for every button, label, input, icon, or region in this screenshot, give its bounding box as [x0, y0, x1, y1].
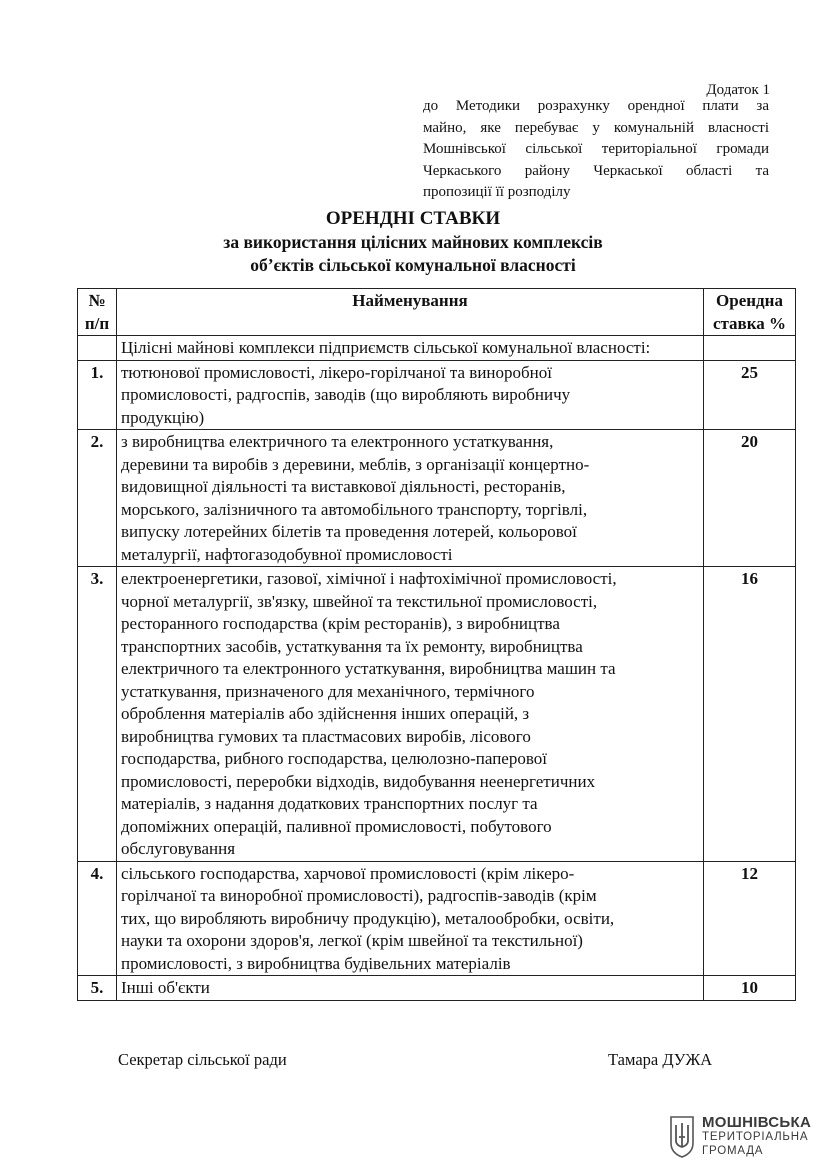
header-number: № п/п: [78, 289, 117, 336]
appendix-line: Мошнівської сільської територіальної громади: [423, 141, 769, 158]
row-line: транспортних засобів, устаткування та їх ремонту, виробництва: [121, 636, 583, 656]
row-line: тих, що виробляють виробничу продукцію), металообробки, освіти,: [121, 908, 615, 928]
header-name: Найменування: [117, 289, 704, 336]
row-line: видовищної діяльності та виставкової діяльності, ресторанів,: [121, 477, 566, 496]
row-line: ресторанного господарства (крім ресторанів), з виробництва: [121, 614, 560, 633]
row-rate: 10: [704, 976, 796, 1001]
logo-line: ГРОМАДА: [702, 1145, 764, 1157]
header-rate: Орендна ставка %: [704, 289, 796, 336]
document-title: ОРЕНДНІ СТАВКИ: [325, 208, 501, 229]
row-name: [117, 861, 704, 976]
logo-line: МОШНІВСЬКА: [702, 1114, 812, 1131]
row-line: металургії, нафтогазодобувної промисловості: [121, 544, 453, 564]
signature-name: Тамара ДУЖА: [608, 1050, 713, 1069]
appendix-line: до Методики розрахунку орендної плати за: [423, 98, 769, 114]
row-line: устаткування, призначеного для механічного, термічного: [121, 681, 535, 701]
table-row: [78, 430, 796, 567]
row-line: тютюнової промисловості, лікеро-горілчаної та виноробної: [121, 362, 553, 382]
table-row: [78, 861, 796, 976]
row-line: оброблення матеріалів або здійснення інших операцій, з: [121, 704, 530, 723]
row-rate: 12: [704, 861, 796, 976]
row-line: матеріалів, з надання додаткових транспортних послуг та: [121, 794, 538, 813]
row-number: 5.: [78, 976, 117, 1001]
row-number: 3.: [78, 567, 117, 862]
row-line: електричного та електронного устаткування, виробництва машин та: [121, 659, 616, 678]
row-line: з виробництва електричного та електронного устаткування,: [121, 432, 554, 451]
row-rate: 25: [704, 360, 796, 430]
appendix-title: Додаток 1: [706, 82, 770, 98]
logo-line: ТЕРИТОРІАЛЬНА: [702, 1131, 809, 1143]
row-line: обслуговування: [121, 839, 236, 858]
appendix-line: Черкаського району Черкаської області та: [423, 162, 769, 179]
row-name: [117, 976, 704, 1001]
trident-icon: [668, 1115, 696, 1159]
row-line: виробництва гумових та пластмасових виробів, лісового: [121, 726, 531, 746]
row-line: морського, залізничного та автомобільного транспорту, торгівлі,: [121, 499, 588, 519]
appendix-line: майно, яке перебуває у комунальній власності: [423, 119, 769, 136]
appendix-line: пропозиції її розподілу: [423, 184, 571, 201]
intro-text: Цілісні майнові комплекси підприємств сільської комунальної власності:: [117, 336, 704, 361]
table-header-row: [78, 289, 796, 336]
community-logo: [668, 1115, 811, 1159]
row-line: Інші об'єкти: [121, 978, 210, 997]
row-line: промисловості, з виробництва будівельних матеріалів: [121, 953, 511, 973]
row-line: сільського господарства, харчової промисловості (крім лікеро-: [121, 863, 575, 883]
row-number: 2.: [78, 430, 117, 567]
row-line: чорної металургії, зв'язку, швейної та текстильної промисловості,: [121, 591, 598, 611]
rates-table: [77, 288, 796, 1001]
row-line: промисловості, переробки відходів, видобування неенергетичних: [121, 771, 596, 791]
row-rate: 16: [704, 567, 796, 862]
row-line: продукцію): [121, 407, 205, 427]
row-line: господарства, рибного господарства, целюлозно-паперової: [121, 749, 547, 768]
row-line: допоміжних операцій, паливної промисловості, побутового: [121, 816, 552, 836]
signature-position: Секретар сільської ради: [118, 1050, 287, 1069]
table-row: [78, 360, 796, 430]
appendix-reference: [423, 96, 769, 204]
row-line: деревини та виробів з деревини, меблів, з організації концертно-: [121, 454, 590, 474]
row-line: горілчаної та виноробної промисловості), радгоспів-заводів (крім: [121, 886, 597, 905]
table-row: [78, 976, 796, 1001]
row-line: електроенергетики, газової, хімічної і нафтохімічної промисловості,: [121, 569, 617, 588]
document-subtitle: об’єктів сільської комунальної власності: [250, 255, 576, 275]
document-subtitle: за використання цілісних майнових комплексів: [223, 232, 603, 252]
row-name: [117, 567, 704, 862]
table-intro-row: [78, 336, 796, 361]
row-name: [117, 360, 704, 430]
row-line: промисловості, радгоспів, заводів (що виробляють виробничу: [121, 385, 571, 404]
row-rate: 20: [704, 430, 796, 567]
table-row: [78, 567, 796, 862]
row-line: науки та охорони здоров'я, легкої (крім швейної та текстильної): [121, 931, 583, 950]
row-number: 1.: [78, 360, 117, 430]
row-line: випуску лотерейних білетів та проведення лотерей, кольорової: [121, 522, 577, 541]
row-name: [117, 430, 704, 567]
row-number: 4.: [78, 861, 117, 976]
